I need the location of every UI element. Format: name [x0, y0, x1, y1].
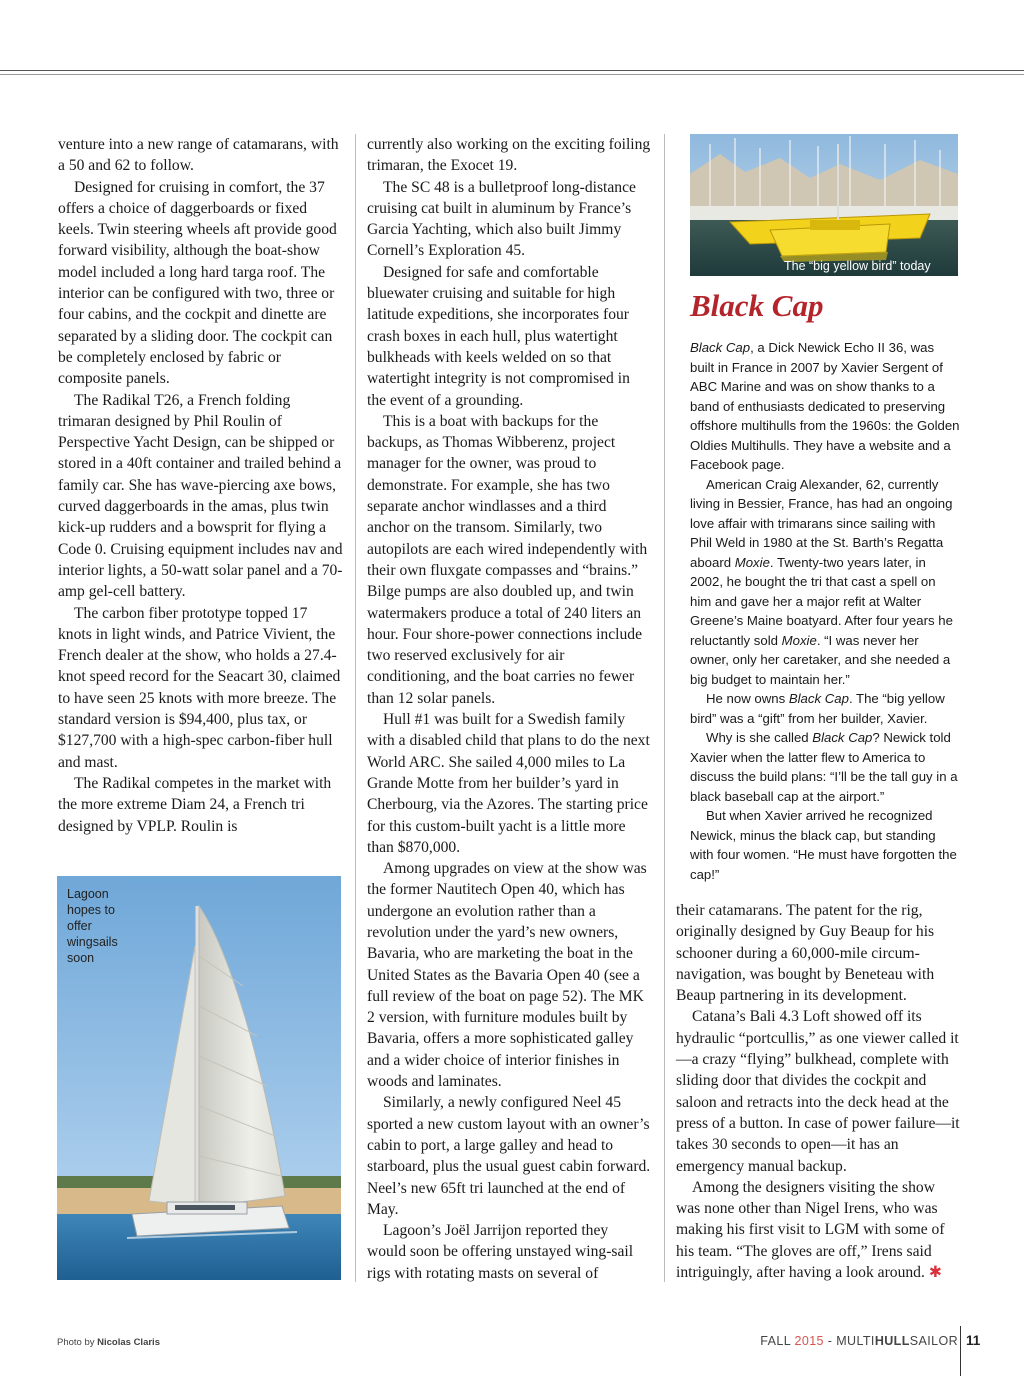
paragraph: This is a boat with backups for the backups, as Thomas Wibberenz, project manager for the owner, was proud to demonstrate. For example, she has two separate anchor windlasses and a third anchor on the transom. Similarly, two autopilots are each wired independently with their own fluxgate compasses and “brains.” Bilge pumps are also doubled up, and twin watermakers produce a total of 240 liters an hour. Four shore-power connections include two reserved exclusively for air conditioning, and the boat carries no fewer than 12 solar panels. — [367, 412, 648, 707]
black-cap-photo-image — [690, 134, 958, 276]
column-divider — [664, 134, 665, 1282]
photo-credit — [57, 1337, 160, 1348]
magazine-name-part: HULL — [874, 1334, 910, 1348]
sidebar-text: ? Newick told Xavier when the latter flew to America to discuss the build plans: “I’ll be the tall guy in a black baseball cap at the airport.” — [690, 730, 958, 804]
paragraph: The Radikal T26, a French folding trimaran designed by Phil Roulin of Perspective Yacht Design, can be shipped or stored in a 40ft container and trailed behind a family car. She has wave-piercing axe bows, curved daggerboards in the amas, plus twin kick-up rudders and a bowsprit for flying a Code 0. Cruising equipment includes nav and interior lights, a 50-watt solar panel and a 70-amp gel-cell battery. — [58, 391, 343, 601]
end-of-article-icon: ✱ — [928, 1263, 942, 1282]
paragraph: The Radikal competes in the market with the more extreme Diam 24, a French tri designed by VPLP. Roulin is — [58, 774, 332, 835]
paragraph-text: Among the designers visiting the show was none other than Nigel Irens, who was making his first visit to LGM with some of his team. “The gloves are off,” Irens said intriguingly, after having a look around. — [676, 1178, 945, 1282]
sidebar-text: . Twenty-two years later, in 2002, he bought the tri that cast a spell on him and gave her a major refit at Walter Greene’s Maine boatyard. After four years he reluctantly sold — [690, 554, 953, 648]
magazine-name-part: MULTI — [836, 1334, 875, 1348]
paragraph: Catana’s Bali 4.3 Loft showed off its hydraulic “portcullis,” as one viewer called it—a crazy “flying” bulkhead, complete with sliding door that divides the cockpit and saloon and retracts into the deck head at the press of a button. In case of power failure—it takes 30 seconds to open—it has an emergency manual backup. — [676, 1008, 960, 1175]
page-number: 11 — [966, 1333, 981, 1348]
footer-divider — [960, 1326, 961, 1376]
issue-info — [760, 1334, 958, 1348]
sidebar-text: He now owns — [706, 691, 789, 706]
issue-year: 2015 — [794, 1334, 824, 1348]
sidebar-text: . The “big yellow bird” was a “gift” from her builder, Xavier. — [690, 691, 945, 726]
sidebar-paragraph: But when Xavier arrived he recognized Newick, minus the black cap, but standing with four women. “He must have forgotten the cap!” — [690, 808, 957, 882]
boat-name: Black Cap — [812, 730, 873, 745]
paragraph: The carbon fiber prototype topped 17 knots in light winds, and Patrice Vivient, the French dealer at the show, who holds a 27.4-knot speed record for the Seacart 30, claimed to have seen 25 knots with more breeze. The standard version is $94,400, plus tax, or $127,700 with a high-spec carbon-fiber hull and mast. — [58, 604, 341, 771]
sidebar-title: Black Cap — [690, 288, 824, 323]
sidebar-paragraph — [690, 475, 960, 690]
header-rule — [0, 70, 1024, 71]
sidebar-text: Why is she called — [706, 730, 813, 745]
column-divider — [355, 134, 356, 1282]
paragraph: Among upgrades on view at the show was the former Nautitech Open 40, which has undergone an evolution rather than a revolution under the yard’s new owners, Bavaria, who are marketing the boat in the United States as the Bavaria Open 40 (see a full review of the boat on page 52). The MK 2 version, with furniture modules built by Bavaria, offers a more sophisticated galley and a wider choice of interior finishes in woods and laminates. — [367, 860, 647, 1091]
lagoon-catamaran-photo — [57, 876, 341, 1280]
sidebar-paragraph — [690, 338, 960, 475]
sidebar-paragraph — [690, 728, 960, 806]
article-column-2 — [367, 134, 651, 1284]
paragraph: currently also working on the exciting foiling trimaran, the Exocet 19. — [367, 136, 651, 175]
photo-credit-prefix: Photo by — [57, 1337, 98, 1348]
photographer-name: Nicolas Claris — [97, 1337, 160, 1348]
boat-name: Moxie — [734, 554, 770, 570]
paragraph: venture into a new range of catamarans, with a 50 and 62 to follow. — [58, 136, 339, 175]
black-cap-sidebar — [690, 338, 960, 884]
boat-name: Black Cap — [690, 340, 751, 355]
paragraph: Designed for cruising in comfort, the 37 offers a choice of daggerboards or fixed keels. Twin steering wheels aft provide good forward visibility, although the boat-show model included a long hard targa roof. The interior can be configured with two, three or four cabins, and the cockpit and dinette are separated by a sliding door. The cockpit can be completely enclosed by fabric or composite panels. — [58, 178, 337, 388]
paragraph: Lagoon’s Joël Jarrijon reported they would soon be offering unstayed wing-sail rigs with rotating masts on several of — [367, 1222, 634, 1282]
issue-season: FALL — [760, 1334, 795, 1348]
paragraph: Similarly, a newly configured Neel 45 sported a new custom layout with an owner’s cabin to port, a large galley and head to starboard, plus the usual guest cabin forward. Neel’s new 65ft tri launched at the end of May. — [367, 1094, 651, 1218]
paragraph: Hull #1 was built for a Swedish family with a disabled child that plans to do the next World ARC. She sailed 4,000 miles to La Grande Motte from her builder’s yard in Cherbourg, via the Azores. The starting price for this custom-built yacht is a little more than $870,000. — [367, 711, 650, 856]
black-cap-photo-caption: The “big yellow bird” today — [784, 259, 931, 273]
sidebar-paragraph — [690, 689, 960, 728]
sidebar-text: , a Dick Newick Echo II 36, was built in France in 2007 by Xavier Sergent of ABC Marine and was on show thanks to a band of enthusiasts dedicated to preserving offshore multihulls from the 1960s: the Golden Oldies Multihulls. They have a website and a Facebook page. — [690, 340, 960, 472]
sidebar-text: . “I was never her owner, only her caretaker, and she needed a big budget to maintain her.” — [690, 632, 951, 687]
paragraph: Designed for safe and comfortable bluewater cruising and suitable for high latitude expeditions, she incorporates four crash boxes in each hull, plus watertight bulkheads with keels welded on so that watertight integrity is not compromised in the event of a grounding. — [367, 263, 630, 409]
sidebar-text: American Craig Alexander, 62, currently living in Bessier, France, has had an ongoing love affair with trimarans since sailing with Phil Weld in 1980 at the St. Barth’s Regatta aboard — [690, 476, 953, 570]
black-cap-trimaran-photo — [690, 134, 958, 276]
paragraph: The SC 48 is a bulletproof long-distance cruising cat built in aluminum by France’s Garcia Yachting, which also built Jimmy Cornell’s Exploration 45. — [367, 178, 636, 260]
issue-separator: - — [823, 1334, 837, 1348]
paragraph: their catamarans. The patent for the rig, originally designed by Guy Beaup for his schooner during a 60,000-mile circum-navigation, was bought by Beneteau with Beaup partnering in its development. — [676, 902, 935, 1005]
header-rule-secondary — [0, 74, 1024, 75]
lagoon-photo-caption: Lagoon hopes to offer wingsails soon — [67, 887, 118, 965]
magazine-name-part: SAILOR — [909, 1334, 958, 1348]
paragraph — [676, 1177, 960, 1283]
article-column-3 — [676, 900, 960, 1283]
boat-name: Moxie — [781, 632, 817, 648]
boat-name: Black Cap — [788, 691, 849, 706]
article-column-1 — [58, 134, 343, 837]
